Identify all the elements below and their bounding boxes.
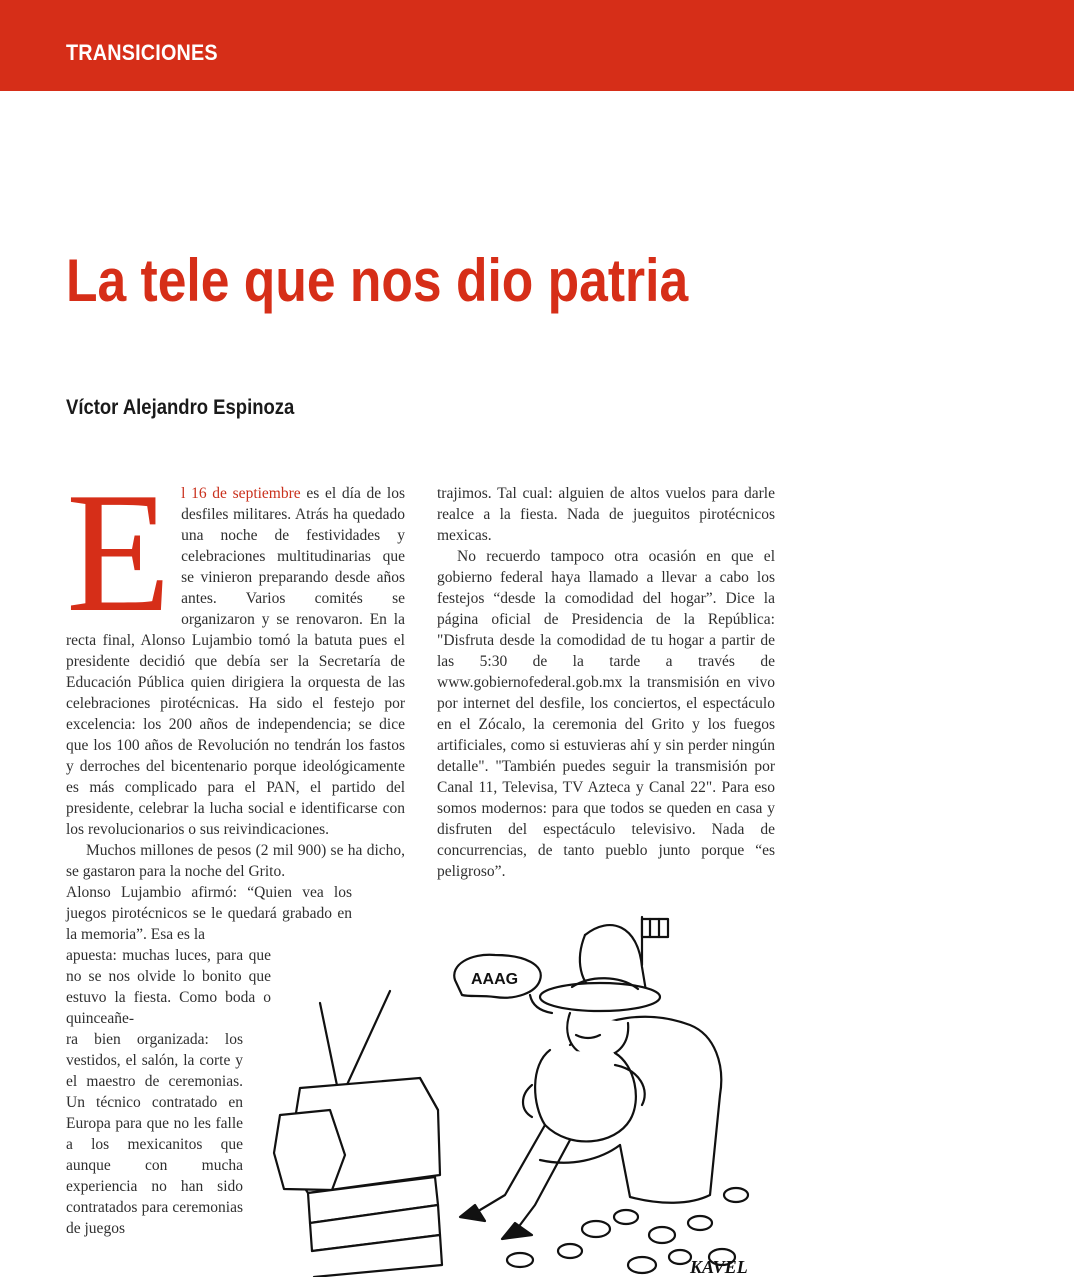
paragraph-3: trajimos. Tal cual: alguien de altos vuelos para darle realce a la fiesta. Nada de jueguitos pirotécnicos mexicas. [437,485,775,544]
can-4 [688,1216,712,1230]
can-9 [558,1244,582,1258]
tv-screen [274,1110,345,1190]
article-author: Víctor Alejandro Espinoza [66,396,295,419]
can-3 [649,1227,675,1243]
section-label: TRANSICIONES [66,40,218,65]
can-10 [669,1250,691,1264]
man-leg-left [480,1125,545,1210]
paragraph-2c: apuesta: muchas luces, para que no se nos olvide lo bonito que estuvo la fiesta. Como boda o quinceañe- [66,947,271,1027]
flag [642,919,668,937]
sombrero-brim [540,983,660,1011]
can-8 [507,1253,533,1267]
paragraph-2b: Alonso Lujambio afirmó: “Quien vea los juegos pirotécnicos se le quedará grabado en la memoria”. Esa es la [66,884,352,943]
lead-text: l 16 de septiembre [181,485,301,502]
paragraph-4: No recuerdo tampoco otra ocasión en que el gobierno federal haya llamado a llevar a cabo los festejos “desde la comodidad del hogar”. Dice la página oficial de Presidencia de la República: "Disfruta desde la comodidad de tu hogar a partir de las 5:30 de la tarde a través de www.gobiernofederal.gob.mx la transmisión en vivo por internet del desfile, los conciertos, el espectáculo en el Zócalo, la ceremonia del Grito y los fuegos artificiales, como si estuvieras ahí y sin perder ningún detalle". "También puedes seguir la transmisión por Canal 11, Televisa, TV Azteca y Canal 22". Para eso somos modernos: para que todos se queden en casa y disfruten del espectáculo televisivo. Nada de concurrencias, de tanto pueblo junto porque “es peligroso”. [437,548,775,880]
paragraph-1 [66,458,405,840]
paragraph-2a: Muchos millones de pesos (2 mil 900) se ha dicho, se gastaron para la noche del Grito. [66,842,405,880]
article-title: La tele que nos dio patria [66,247,689,314]
artist-signature: KAVEL [690,1257,748,1277]
paragraph-1-text: es el día de los desfiles militares. Atrás ha quedado una noche de festividades y celebraciones multitudinarias que se vinieron preparando desde años antes. Varios comités se organizaron y se renovaron. En la recta final, Alonso Lujambio tomó la batuta pues el presidente decidió que debía ser la Secretaría de Educación Pública quien dirigiera la orquesta de las celebraciones pirotécnicas. Ha sido el festejo por excelencia: los 200 años de independencia; se dice que los 100 años de Revolución no tendrán los fastos y derroches del bicentenario porque ideológicamente es más complicado para el PAN, el partido del presidente, celebrar la lucha social e identificarse con los revolucionarios o sus reivindicaciones. [66,485,405,838]
can-2 [614,1210,638,1224]
paragraph-2d: ra bien organizada: los vestidos, el salón, la corte y el maestro de ceremonias. Un técnico contratado en Europa para que no les falle a los mexicanitos que aunque con mucha experiencia no han sido contratados para ceremonias de juegos [66,1031,243,1237]
cartoon-illustration [270,905,800,1277]
man-body [535,1050,636,1141]
man-leg-right [520,1140,570,1225]
can-7 [628,1257,656,1273]
column-right [437,483,775,882]
can-5 [724,1188,748,1202]
speech-text: AAAG [471,971,519,988]
drop-cap: E [66,458,172,648]
can-1 [582,1221,610,1237]
